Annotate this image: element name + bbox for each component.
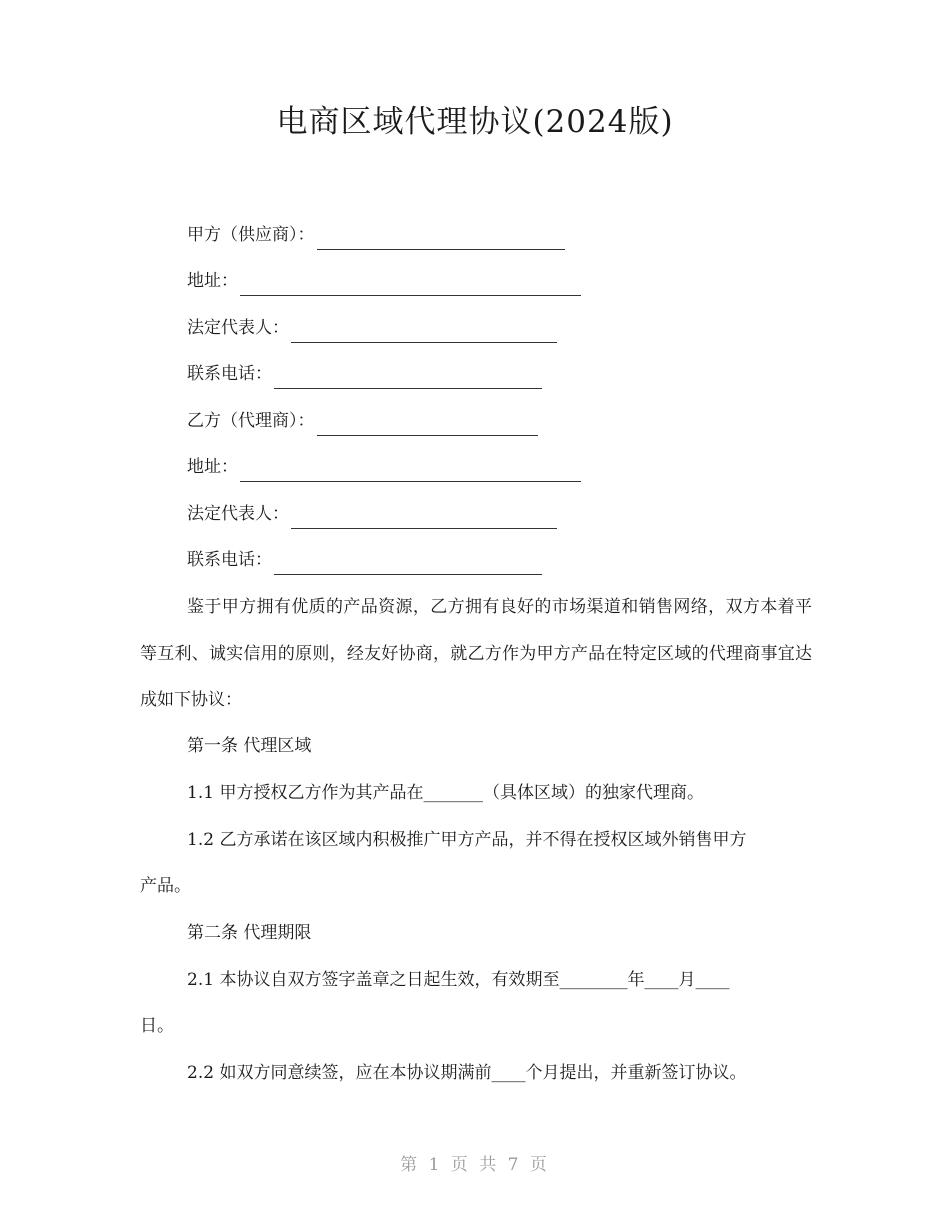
party-b-rep-blank (291, 506, 557, 529)
party-b-phone-field (187, 545, 542, 575)
clause-2-1-line-1: 2.1 本协议自双方签字盖章之日起生效，有效期至________年____月____ (187, 970, 730, 990)
party-b-phone-label: 联系电话： (187, 550, 272, 570)
article-2-heading: 第二条 代理期限 (187, 923, 312, 943)
party-b-name-label: 乙方（代理商）： (187, 411, 315, 431)
party-a-name-blank (317, 227, 565, 250)
clause-1-1: 1.1 甲方授权乙方作为其产品在_______（具体区域）的独家代理商。 (187, 783, 704, 803)
party-b-address-field (187, 452, 581, 482)
party-a-rep-field (187, 313, 557, 343)
page-footer: 第 1 页 共 7 页 (400, 1155, 550, 1175)
clause-1-2-line-1: 1.2 乙方承诺在该区域内积极推广甲方产品，并不得在授权区域外销售甲方 (187, 830, 747, 850)
party-a-name-field (187, 220, 565, 250)
party-a-name-label: 甲方（供应商）： (187, 225, 315, 245)
party-b-phone-blank (274, 552, 542, 575)
party-b-name-field (187, 406, 538, 436)
party-b-address-blank (240, 459, 581, 482)
party-a-rep-blank (291, 320, 557, 343)
party-a-rep-label: 法定代表人： (187, 318, 289, 338)
party-a-address-field (187, 266, 581, 296)
party-b-rep-label: 法定代表人： (187, 504, 289, 524)
party-a-address-blank (240, 273, 581, 296)
clause-2-2: 2.2 如双方同意续签，应在本协议期满前____个月提出，并重新签订协议。 (187, 1063, 747, 1083)
party-b-rep-field (187, 499, 557, 529)
article-1-heading: 第一条 代理区域 (187, 736, 312, 756)
party-a-address-label: 地址： (187, 271, 238, 291)
clause-1-2-line-2: 产品。 (140, 876, 191, 896)
party-b-name-blank (317, 413, 538, 436)
party-a-phone-field (187, 359, 542, 389)
party-a-phone-label: 联系电话： (187, 364, 272, 384)
party-b-address-label: 地址： (187, 457, 238, 477)
preamble-paragraph: 鉴于甲方拥有优质的产品资源，乙方拥有良好的市场渠道和销售网络，双方本着平等互利、诚实信用的原则，经友好协商，就乙方作为甲方产品在特定区域的代理商事宜达成如下协议： (140, 597, 812, 710)
document-title: 电商区域代理协议(2024版) (276, 104, 674, 140)
clause-2-1-line-2: 日。 (140, 1016, 174, 1036)
party-a-phone-blank (274, 366, 542, 389)
